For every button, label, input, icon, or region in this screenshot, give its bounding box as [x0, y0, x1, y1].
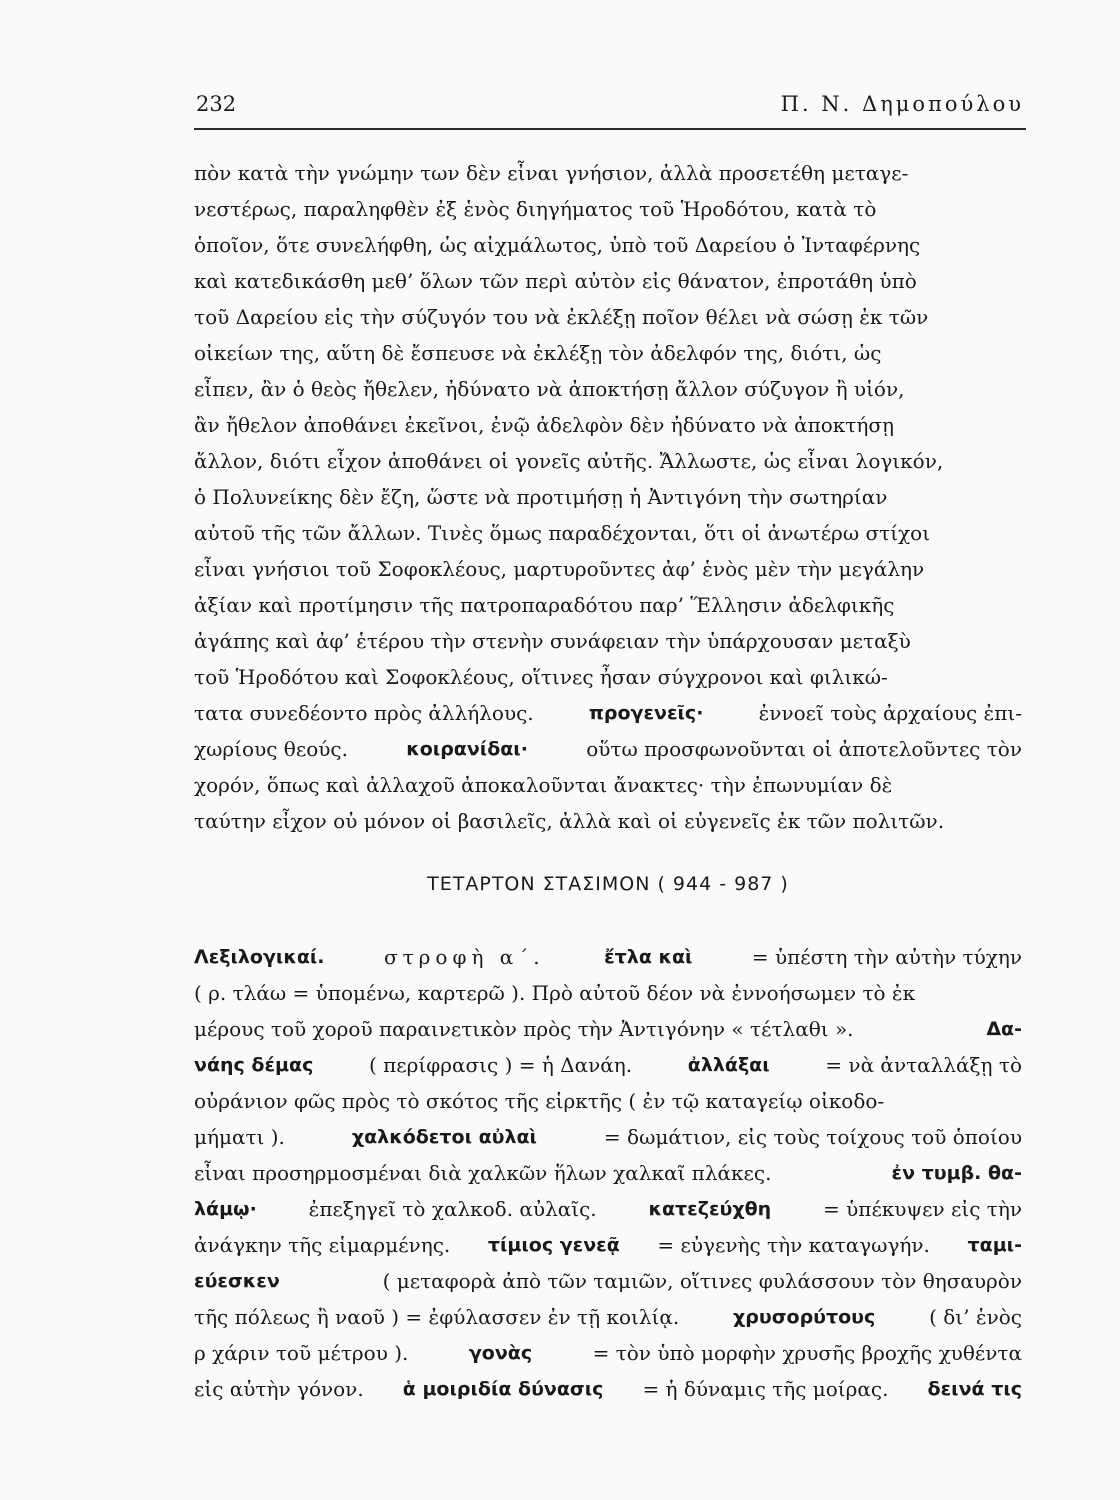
lemma: χρυσορύτους	[733, 1306, 876, 1328]
text-line: εἶναι γνήσιοι τοῦ Σοφοκλέους, μαρτυροῦντες ἀφ’ ἑνὸς μὲν τὴν μεγάλην	[194, 557, 925, 581]
text-line: χωρίους θεούς. κοιρανίδαι· οὕτω προσφωνοῦνται οἱ ἀποτελοῦντες τὸν	[194, 734, 1022, 764]
text-line: εύεσκεν ( μεταφορὰ ἀπὸ τῶν ταμιῶν, οἵτινες φυλάσσουν τὸν θησαυρὸν	[194, 1266, 1022, 1296]
text-line: ἄλλον, διότι εἶχον ἀποθάνει οἱ γονεῖς αὐτῆς. Ἄλλωστε, ὡς εἶναι λογικόν,	[194, 449, 944, 473]
text-line: νεστέρως, παραληφθὲν ἐξ ἑνὸς διηγήματος τοῦ Ἡροδότου, κατὰ τὸ	[194, 197, 877, 221]
text-line: νάης δέμας ( περίφρασις ) = ἡ Δανάη. ἀλλάξαι = νὰ ἀνταλλάξῃ τὸ	[194, 1050, 1022, 1080]
lemma: χαλκόδετοι αὐλαὶ	[351, 1126, 537, 1148]
text-line: ἀγάπης καὶ ἀφ’ ἑτέρου τὴν στενὴν συνάφειαν τὴν ὑπάρχουσαν μεταξὺ	[194, 629, 911, 653]
lemma: κοιρανίδαι·	[406, 738, 528, 760]
lemma: ἀλλάξαι	[687, 1054, 770, 1076]
text-line: καὶ κατεδικάσθη μεθ’ ὅλων τῶν περὶ αὐτὸν εἰς θάνατον, ἐπροτάθη ὑπὸ	[194, 269, 917, 293]
lemma: ἔτλα καὶ	[604, 946, 693, 968]
text-line: ταύτην εἶχον οὐ μόνον οἱ βασιλεῖς, ἀλλὰ καὶ οἱ εὐγενεῖς ἐκ τῶν πολιτῶν.	[194, 809, 945, 833]
lemma: Δα-	[986, 1018, 1022, 1040]
text-line: ἂν ἤθελον ἀποθάνει ἐκεῖνοι, ἐνῷ ἀδελφὸν δὲν ἠδύνατο νὰ ἀποκτήσῃ	[194, 413, 894, 437]
text-line: ἀξίαν καὶ προτίμησιν τῆς πατροπαραδότου παρ’ Ἕλλησιν ἀδελφικῆς	[194, 593, 895, 617]
text-line: ὁποῖον, ὅτε συνελήφθη, ὡς αἰχμάλωτος, ὑπὸ τοῦ Δαρείου ὁ Ἰνταφέρνης	[194, 233, 921, 257]
text-line: εἰς αὐτὴν γόνον. ἁ μοιριδία δύνασις = ἡ δύναμις τῆς μοίρας. δεινά τις	[194, 1374, 1022, 1404]
text-line: οὐράνιον φῶς πρὸς τὸ σκότος τῆς εἱρκτῆς ( ἐν τῷ καταγείῳ οἰκοδο-	[194, 1089, 885, 1113]
commentary-paragraph	[194, 158, 1022, 842]
text-line: μέρους τοῦ χοροῦ παραινετικὸν πρὸς τὴν Ἀντιγόνην « τέτλαθι ». Δα-	[194, 1014, 1022, 1044]
page-number: 232	[196, 92, 237, 116]
lemma: ταμι-	[967, 1234, 1022, 1256]
text-line: μήματι ). χαλκόδετοι αὐλαὶ = δωμάτιον, εἰς τοὺς τοίχους τοῦ ὁποίου	[194, 1122, 1022, 1152]
page-header	[194, 92, 1026, 130]
text-line: χορόν, ὅπως καὶ ἀλλαχοῦ ἀποκαλοῦνται ἄνακτες· τὴν ἐπωνυμίαν δὲ	[194, 773, 893, 797]
lemma: τίμιος γενεᾷ	[487, 1234, 620, 1256]
lexical-notes	[194, 942, 1022, 1410]
lemma: δεινά τις	[927, 1378, 1022, 1400]
text-line: πὸν κατὰ τὴν γνώμην των δὲν εἶναι γνήσιον, ἀλλὰ προσετέθη μεταγε-	[194, 161, 909, 185]
lemma: κατεζεύχθη	[648, 1198, 772, 1220]
lemma: ἁ μοιριδία δύνασις	[402, 1378, 604, 1400]
text-line: ἀνάγκην τῆς εἱμαρμένης. τίμιος γενεᾷ = εὐγενὴς τὴν καταγωγήν. ταμι-	[194, 1230, 1022, 1260]
lemma: ἐν τυμβ. θα-	[891, 1162, 1022, 1184]
lemma: λάμῳ·	[194, 1198, 257, 1220]
section-heading: ΤΕΤΑΡΤΟΝ ΣΤΑΣΙΜΟΝ ( 944 - 987 )	[427, 873, 789, 895]
text-line: εἶπεν, ἂν ὁ θεὸς ἤθελεν, ἠδύνατο νὰ ἀποκτήσῃ ἄλλον σύζυγον ἢ υἱόν,	[194, 377, 905, 401]
text-line: τατα συνεδέοντο πρὸς ἀλλήλους. προγενεῖς· ἐννοεῖ τοὺς ἀρχαίους ἐπι-	[194, 698, 1022, 728]
text-line: τῆς πόλεως ἢ ναοῦ ) = ἐφύλασσεν ἐν τῇ κοιλίᾳ. χρυσορύτους ( δι’ ἑνὸς	[194, 1302, 1022, 1332]
text-line: ρ χάριν τοῦ μέτρου ). γονὰς = τὸν ὑπὸ μορφὴν χρυσῆς βροχῆς χυθέντα	[194, 1338, 1022, 1368]
text-line: λάμῳ· ἐπεξηγεῖ τὸ χαλκοδ. αὐλαῖς. κατεζεύχθη = ὑπέκυψεν εἰς τὴν	[194, 1194, 1022, 1224]
text-line: τοῦ Ἡροδότου καὶ Σοφοκλέους, οἵτινες ἦσαν σύγχρονοι καὶ φιλικώ-	[194, 665, 888, 689]
text-line: ( ρ. τλάω = ὑπομένω, καρτερῶ ). Πρὸ αὐτοῦ δέον νὰ ἐννοήσωμεν τὸ ἐκ	[194, 981, 916, 1005]
lexical-label: Λεξιλογικαί.	[194, 946, 325, 968]
lemma: εύεσκεν	[194, 1270, 280, 1292]
text-line: ὁ Πολυνείκης δὲν ἔζη, ὥστε νὰ προτιμήσῃ ἡ Ἀντιγόνη τὴν σωτηρίαν	[194, 485, 888, 509]
lemma: γονὰς	[468, 1342, 533, 1364]
text-line: αὐτοῦ τῆς τῶν ἄλλων. Τινὲς ὅμως παραδέχονται, ὅτι οἱ ἀνωτέρω στίχοι	[194, 521, 931, 545]
running-head: Π. Ν. Δημοπούλου	[780, 92, 1024, 116]
lemma: νάης δέμας	[194, 1054, 314, 1076]
text-line: οἰκείων της, αὕτη δὲ ἔσπευσε νὰ ἐκλέξῃ τὸν ἀδελφόν της, διότι, ὡς	[194, 341, 882, 365]
lemma: προγενεῖς·	[588, 702, 704, 724]
text-line: εἶναι προσηρμοσμέναι διὰ χαλκῶν ἥλων χαλκαῖ πλάκες. ἐν τυμβ. θα-	[194, 1158, 1022, 1188]
text-line: Λεξιλογικαί. στροφὴ α΄. ἔτλα καὶ = ὑπέστη τὴν αὐτὴν τύχην	[194, 942, 1022, 972]
text-line: τοῦ Δαρείου εἰς τὴν σύζυγόν του νὰ ἐκλέξῃ ποῖον θέλει νὰ σώσῃ ἐκ τῶν	[194, 305, 929, 329]
